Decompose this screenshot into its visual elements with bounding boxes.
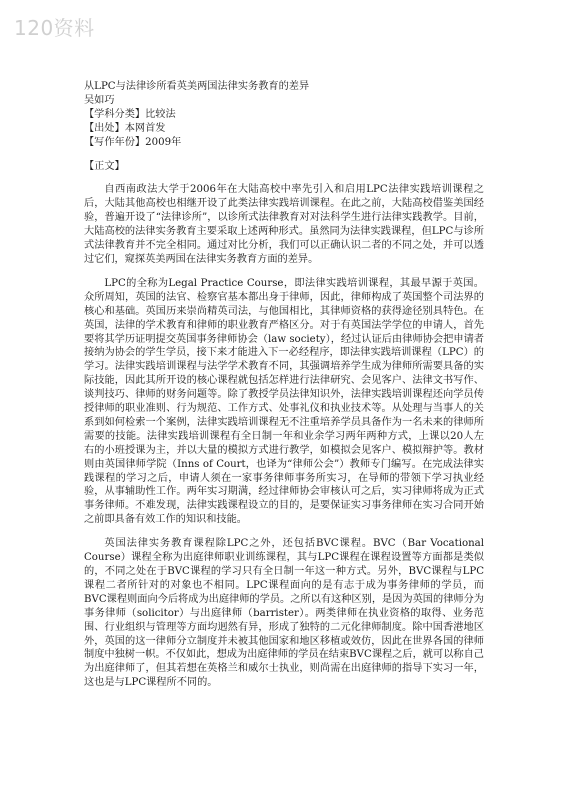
article-subject: 【学科分类】比较法 <box>84 108 176 120</box>
paragraph-3: 英国法律实务教育课程除LPC之外，还包括BVC课程。BVC（Bar Vocational Course）课程全称为出庭律师职业训练课程，其与LPC课程在课程设置等方面都是类似的，不同之处在于BVC课程的学习只有全日制一年这一种方式。另外，BVC课程与LPC课程二者所针对的对象也不相同。LPC课程面向的是有志于成为事务律师的学员，而BVC课程则面向今后将成为出庭律师的学员。之所以有这种区别，是因为英国的律师分为事务律师（solicitor）与出庭律师（barrister）。两类律师在执业资格的取得、业务范围、行业组织与管理等方面均迥然有异，形成了独特的二元化律师制度。除中国香港地区外，英国的这一律师分立制度并未被其他国家和地区移植或效仿，因此在世界各国的律师制度中独树一帜。不仅如此，想成为出庭律师的学员在结束BVC课程之后，就可以称自己为出庭律师了，但其若想在英格兰和威尔士执业，则尚需在出庭律师的指导下实习一年，这也是与LPC课程所不同的。 <box>84 538 484 689</box>
watermark-logo: 120资料 <box>14 16 95 40</box>
document-body <box>84 80 484 690</box>
article-source: 【出处】本网首发 <box>84 122 166 134</box>
paragraph-2: LPC的全称为Legal Practice Course，即法律实践培训课程，其最早源于英国。众所周知，英国的法官、检察官基本都出身于律师，因此，律师构成了英国整个司法界的核心和基础。英国历来崇尚精英司法，与他国相比，其律师资格的获得途径别具特色。在英国，法律的学术教育和律师的职业教育严格区分。对于有英国法学学位的申请人，首先要将其学历证明提交英国事务律师协会（law society），经过认证后由律师协会把申请者接纳为协会的学生学员，接下来才能进入下一必经程序，即法律实践培训课程（LPC）的学习。法律实践培训课程与法学学术教育不同，其强调培养学生成为律师所需要具备的实际技能，因此其所开设的核心课程就包括怎样进行法律研究、会见客户、法律文书写作、谈判技巧、律师的财务问题等。除了教授学员法律知识外，法律实践培训课程还向学员传授律师的职业准则、行为规范、工作方式、处事礼仪和执业技术等。从处理与当事人的关系到如何检索一个案例，法律实践培训课程无不注重培养学员具备作为一名未来的律师所需要的技能。法律实践培训课程有全日制一年和业余学习两年两种方式，上课以20人左右的小班授课为主，并以大量的模拟方式进行教学，如模拟会见客户、模拟辩护等。教材则由英国律师学院（Inns of Court，也译为“律师公会”）教师专门编写。在完成法律实践课程的学习之后，申请人须在一家事务律师事务所实习，在导师的带领下学习执业经验，从事辅助性工作。两年实习期满，经过律师协会审核认可之后，实习律师将成为正式事务律师。不难发现，法律实践课程设立的目的，是要保证实习事务律师在实习合同开始之前即具备有效工作的知识和技能。 <box>84 277 484 526</box>
article-author: 吴如巧 <box>84 94 115 106</box>
article-title: 从LPC与法律诊所看英美两国法律实务教育的差异 <box>84 81 310 92</box>
paragraph-1: 自西南政法大学于2006年在大陆高校中率先引入和启用LPC法律实践培训课程之后，大陆其他高校也相继开设了此类法律实践培训课程。在此之前，大陆高校借鉴美国经验，普遍开设了“法律诊所”，以诊所式法律教育对对法科学生进行法律实践教学。目前，大陆高校的法律实务教育主要采取上述两种形式。虽然同为法律实践课程，但LPC与诊所式法律教育并不完全相同。通过对比分析，我们可以正确认识二者的不同之处，并可以透过它们，窥探英美两国在法律实务教育方面的差异。 <box>84 184 484 265</box>
body-section-label: 【正文】 <box>84 160 125 172</box>
article-year: 【写作年份】2009年 <box>84 136 182 148</box>
